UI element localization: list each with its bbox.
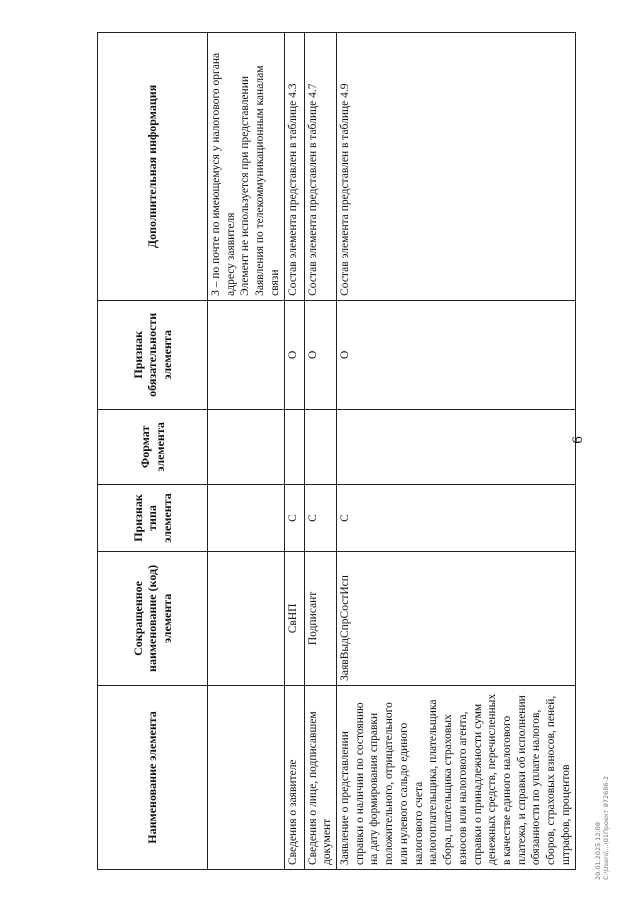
cell-code — [208, 551, 285, 685]
cell-required: О — [337, 300, 576, 409]
table-header-row — [98, 33, 208, 870]
cell-code: СвНП — [284, 551, 304, 685]
cell-format — [208, 409, 285, 484]
cell-code: ЗаявВыдСпрСостИсп — [337, 551, 576, 685]
cell-required: О — [304, 300, 336, 409]
header-info: Дополнительная информация — [98, 33, 208, 301]
file-stamp — [594, 770, 634, 880]
cell-name — [208, 685, 285, 869]
table-row — [284, 33, 304, 870]
cell-info: Состав элемента представлен в таблице 4.9 — [337, 33, 576, 301]
table-row — [337, 33, 576, 870]
cell-name: Сведения о лице, подписавшем документ — [304, 685, 336, 869]
cell-type: С — [337, 485, 576, 552]
header-code: Сокращенное наименование (код) элемента — [98, 551, 208, 685]
cell-type — [208, 485, 285, 552]
cell-info: Состав элемента представлен в таблице 4.3 — [284, 33, 304, 301]
cell-code: Подписант — [304, 551, 336, 685]
stamp-path: С:\Users\...\01Проект 872686-2 — [602, 775, 611, 880]
cell-info: Состав элемента представлен в таблице 4.7 — [304, 33, 336, 301]
header-name: Наименование элемента — [98, 685, 208, 869]
elements-table — [97, 32, 576, 870]
cell-info: 3 – по почте по имеющемуся у налогового органа адресу заявителя Элемент не используется при представлении Заявления по телекоммуникационным каналам связи — [208, 33, 285, 301]
cell-name: Сведения о заявителе — [284, 685, 304, 869]
page-number: 6 — [570, 436, 586, 444]
cell-required — [208, 300, 285, 409]
cell-type: С — [304, 485, 336, 552]
cell-name: Заявление о представлении справки о наличии по состоянию на дату формирования справки положительного, отрицательного или нулевого сальдо единого налогового счета налогоплательщика, плательщика сбора, плательщика страховых взносов или налогового агента, справки о принадлежности сумм денежных средств, перечисленных в качестве единого налогового платежа, и справки об исполнении обязанности по уплате налогов, сборов, страховых взносов, пеней, штрафов, процентов — [337, 685, 576, 869]
cell-format — [284, 409, 304, 484]
rotated-table-container — [97, 32, 572, 870]
header-type: Признак типа элемента — [98, 485, 208, 552]
table-row — [304, 33, 336, 870]
header-format: Формат элемента — [98, 409, 208, 484]
header-required: Признак обязательности элемента — [98, 300, 208, 409]
cell-format — [337, 409, 576, 484]
cell-type: С — [284, 485, 304, 552]
table-row — [208, 33, 285, 870]
stamp-date: 20.01.2025 12:08 — [594, 821, 602, 880]
cell-required: О — [284, 300, 304, 409]
cell-format — [304, 409, 336, 484]
